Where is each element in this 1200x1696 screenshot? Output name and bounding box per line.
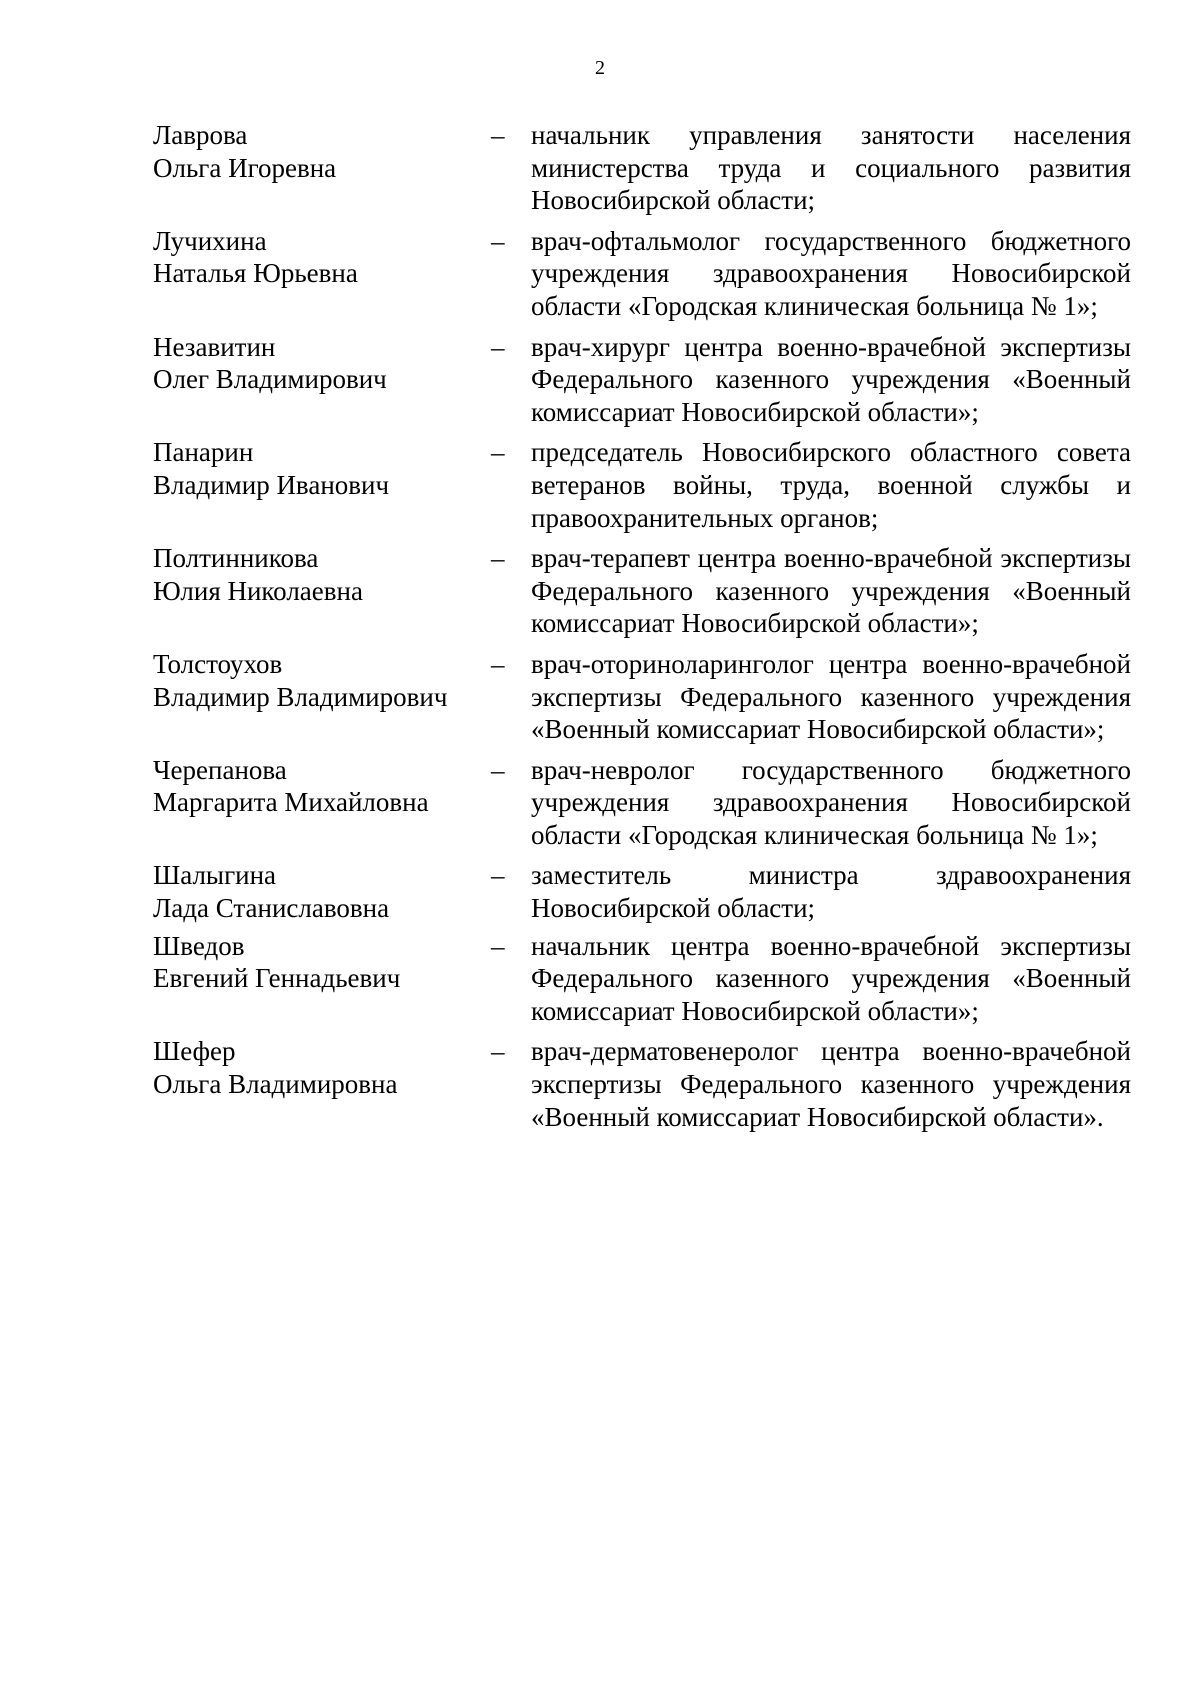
member-given-names: Владимир Владимирович [153,681,448,712]
member-surname: Шведов [153,930,245,961]
member-entry [153,542,1133,640]
member-name [153,436,489,534]
dash-separator: – [491,860,505,891]
member-name [153,119,489,217]
member-role: врач-хирург центра военно-врачебной экспертизы Федерального казенного учреждения «Военный комиссариат Новосибирской области»; [531,331,1131,427]
member-entry [153,930,1133,1028]
member-given-names: Юлия Николаевна [153,575,363,606]
member-role: врач-терапевт центра военно-врачебной экспертизы Федерального казенного учреждения «Военный комиссариат Новосибирской области»; [531,543,1131,639]
member-role: заместитель министра здравоохранения Новосибирской области; [531,860,1131,924]
member-role: врач-невролог государственного бюджетного учреждения здравоохранения Новосибирской области «Городская клиническая больница № 1»; [531,754,1131,850]
member-surname: Панарин [153,437,254,468]
member-surname: Шалыгина [153,860,277,891]
member-surname: Полтинникова [153,543,319,574]
member-role: начальник управления занятости населения министерства труда и социального развития Новосибирской области; [531,120,1131,216]
member-entry [153,1035,1133,1133]
member-entry [153,436,1133,534]
member-given-names: Ольга Игоревна [153,152,337,183]
member-name [153,1035,489,1133]
dash-separator: – [491,1036,505,1067]
member-surname: Лучихина [153,225,267,256]
dash-separator: – [491,543,505,574]
member-entry [153,859,1133,924]
member-entry [153,648,1133,746]
member-given-names: Ольга Владимировна [153,1069,398,1100]
member-name [153,648,489,746]
dash-separator: – [491,648,505,679]
member-name [153,225,489,323]
member-surname: Шефер [153,1036,236,1067]
member-given-names: Евгений Геннадьевич [153,963,401,994]
member-role: начальник центра военно-врачебной экспертизы Федерального казенного учреждения «Военный комиссариат Новосибирской области»; [531,930,1131,1026]
member-given-names: Наталья Юрьевна [153,258,358,289]
member-entry [153,331,1133,429]
page-number: 2 [595,57,605,79]
member-role: врач-оториноларинголог центра военно-врачебной экспертизы Федерального казенного учреждения «Военный комиссариат Новосибирской области»; [531,648,1131,745]
member-entry [153,119,1133,217]
member-given-names: Лада Станиславовна [153,893,390,924]
member-given-names: Олег Владимирович [153,364,387,395]
member-name [153,331,489,429]
member-name [153,754,489,852]
member-role: врач-дерматовенеролог центра военно-врачебной экспертизы Федерального казенного учреждения «Военный комиссариат Новосибирской области». [531,1036,1131,1132]
member-entry [153,225,1133,323]
member-role: врач-офтальмолог государственного бюджетного учреждения здравоохранения Новосибирской области «Городская клиническая больница № 1»; [531,225,1131,321]
dash-separator: – [491,437,505,468]
member-given-names: Владимир Иванович [153,469,390,500]
member-role: председатель Новосибирского областного совета ветеранов войны, труда, военной службы и правоохранительных органов; [531,437,1131,533]
member-surname: Лаврова [153,120,248,150]
member-surname: Незавитин [153,331,276,362]
dash-separator: – [491,331,505,362]
dash-separator: – [491,754,505,785]
member-surname: Черепанова [153,754,287,785]
dash-separator: – [491,225,505,256]
dash-separator: – [491,120,505,150]
member-surname: Толстоухов [153,648,283,679]
member-name [153,930,489,1028]
member-given-names: Маргарита Михайловна [153,787,429,818]
member-name [153,859,489,924]
dash-separator: – [491,930,505,961]
member-list [153,119,1133,1141]
member-name [153,542,489,640]
member-entry [153,754,1133,852]
